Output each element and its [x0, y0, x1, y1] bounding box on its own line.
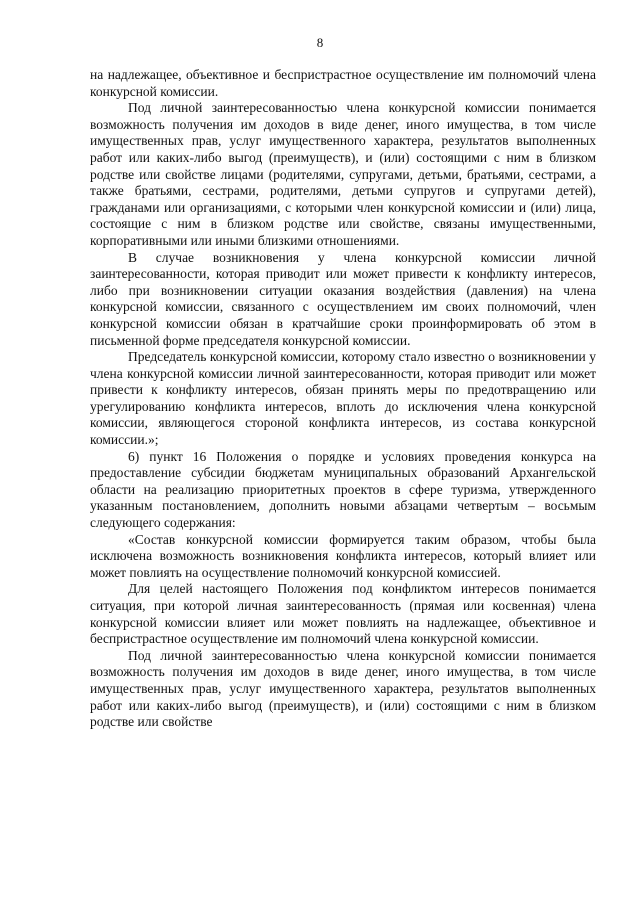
paragraph: Под личной заинтересованностью члена конкурсной комиссии понимается возможность получения им доходов в виде денег, иного имущества, в том числе имущественных прав, услуг имущественного характера, результатов выполненных работ или каких-либо выгод (преимуществ), и (или) состоящими с ним в близком родстве или свойстве [90, 647, 596, 730]
document-body [90, 67, 596, 731]
paragraph: В случае возникновения у члена конкурсной комиссии личной заинтересованности, которая приводит или может привести к конфликту интересов, либо при возникновении ситуации оказания воздействия (давления) на члена конкурсной комиссии, связанного с осуществлением им своих полномочий, член конкурсной комиссии обязан в кратчайшие сроки проинформировать об этом в письменной форме председателя конкурсной комиссии. [90, 249, 596, 348]
paragraph: Для целей настоящего Положения под конфликтом интересов понимается ситуация, при которой личная заинтересованность (прямая или косвенная) члена конкурсной комиссии влияет или может повлиять на надлежащее, объективное и беспристрастное осуществление им полномочий члена конкурсной комиссии. [90, 581, 596, 647]
paragraph: «Состав конкурсной комиссии формируется таким образом, чтобы была исключена возможность возникновения конфликта интересов, который влияет или может повлиять на осуществление полномочий конкурсной комиссией. [90, 531, 596, 580]
paragraph-continuation: на надлежащее, объективное и беспристрастное осуществление им полномочий члена конкурсной комиссии. [90, 67, 596, 99]
paragraph: Председатель конкурсной комиссии, которому стало известно о возникновении у члена конкурсной комиссии личной заинтересованности, которая приводит или может привести к конфликту интересов, обязан принять меры по предотвращению или урегулированию конфликта интересов, вплоть до исключения члена конкурсной комиссии, являющегося стороной конфликта интересов, из состава конкурсной комиссии.»; [90, 349, 596, 448]
paragraph: Под личной заинтересованностью члена конкурсной комиссии понимается возможность получения им доходов в виде денег, иного имущества, в том числе имущественных прав, услуг имущественного характера, результатов выполненных работ или каких-либо выгод (преимуществ), и (или) состоящими с ним в близком родстве или свойстве лицами (родителями, супругами, детьми, братьями, сестрами, а также братьями, сестрами, родителями, детьми супругов и супругами детей), гражданами или организациями, с которыми член конкурсной комиссии и (или) лица, состоящие с ним в близком родстве или свойстве, связаны имущественными, корпоративными или иными близкими отношениями. [90, 100, 596, 248]
page-number: 8 [316, 35, 324, 50]
paragraph: 6) пункт 16 Положения о порядке и условиях проведения конкурса на предоставление субсидии бюджетам муниципальных образований Архангельской области на реализацию приоритетных проектов в сфере туризма, утвержденного указанным постановлением, дополнить новыми абзацами четвертым – восьмым следующего содержания: [90, 448, 596, 531]
